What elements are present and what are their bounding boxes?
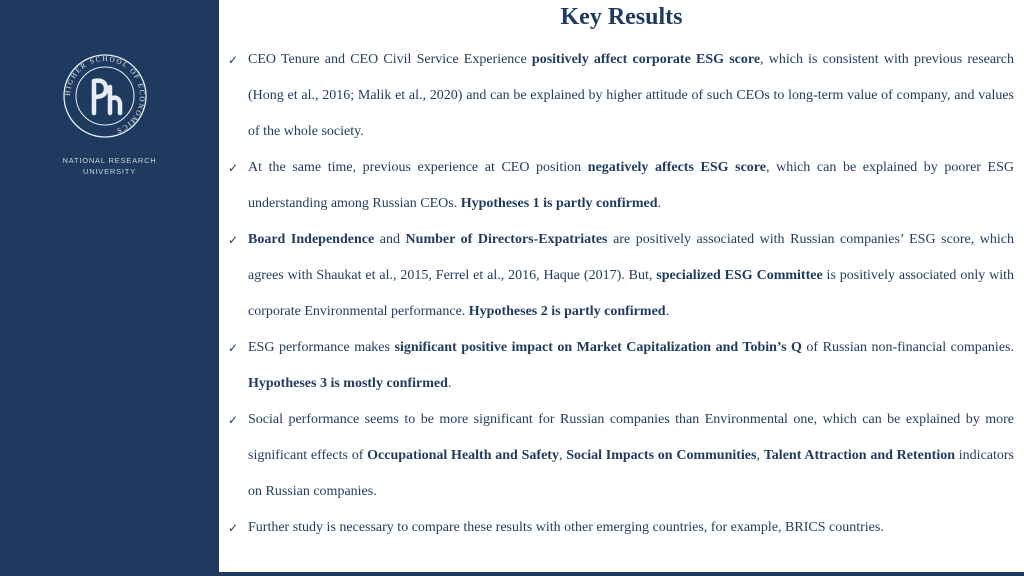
check-icon: ✓ [227, 53, 239, 67]
university-logo [62, 53, 148, 139]
check-icon: ✓ [227, 341, 239, 355]
body-text: . [665, 304, 670, 319]
emphasis-text: significant positive impact on Market Capitalization and Tobin’s Q [394, 340, 802, 355]
emphasis-text: Occupational Health and Safety [367, 448, 559, 463]
sidebar [0, 0, 219, 576]
check-icon: ✓ [227, 413, 239, 427]
result-bullet [222, 222, 1014, 330]
body-text: , [558, 448, 567, 463]
body-text: . [447, 376, 452, 391]
body-text: , which is consistent with previous research (Hong et al., 2016; Malik et al., 2020) and can be explained by higher attitude of such CEOs to long-term value of company, and values of the whole society. [248, 52, 1014, 139]
logo-ring-text: HIGHER SCHOOL OF ECONOMICS [63, 54, 147, 136]
emphasis-text: positively affect corporate ESG score [531, 52, 761, 67]
body-text: Further study is necessary to compare these results with other emerging countries, for example, BRICS countries. [248, 520, 884, 535]
body-text: CEO Tenure and CEO Civil Service Experience [248, 52, 532, 67]
check-icon: ✓ [227, 233, 239, 247]
bottom-divider [219, 572, 1024, 576]
body-text: ESG performance makes [248, 340, 395, 355]
body-text: indicators on Russian companies. [248, 448, 1014, 499]
organization-name [0, 155, 219, 177]
result-bullet [222, 510, 1014, 546]
body-text: , which can be explained by poorer ESG understanding among Russian CEOs. [248, 160, 1015, 211]
slide-title: Key Results [560, 4, 683, 30]
org-name-line2: UNIVERSITY [82, 167, 136, 176]
result-bullet [222, 150, 1014, 222]
body-text: Social performance seems to be more significant for Russian companies than Environmental one, which can be explained by more significant effects of [248, 412, 1014, 463]
emphasis-text: Hypotheses 1 is partly confirmed [460, 196, 658, 211]
emphasis-text: Board Independence [248, 232, 375, 247]
emphasis-text: Number of Directors-Expatriates [405, 232, 608, 247]
emphasis-text: Talent Attraction and Retention [763, 448, 956, 463]
body-text: of Russian non-financial companies. [801, 340, 1014, 355]
emphasis-text: Hypotheses 2 is partly confirmed [468, 304, 666, 319]
emphasis-text: Hypotheses 3 is mostly confirmed [248, 376, 448, 391]
key-results-list [222, 42, 1014, 546]
result-bullet [222, 42, 1014, 150]
body-text: . [657, 196, 661, 211]
org-name-line1: NATIONAL RESEARCH [62, 156, 157, 165]
emphasis-text: specialized ESG Committee [656, 268, 823, 283]
result-bullet [222, 402, 1014, 510]
body-text: , [756, 448, 764, 463]
body-text: and [374, 232, 406, 247]
logo-monogram-icon [94, 81, 120, 113]
check-icon: ✓ [227, 161, 239, 175]
body-text: is positively associated only with corporate Environmental performance. [248, 268, 1014, 319]
body-text: At the same time, previous experience at CEO position [248, 160, 588, 175]
emphasis-text: Social Impacts on Communities [566, 448, 757, 463]
result-bullet [222, 330, 1014, 402]
check-icon: ✓ [227, 521, 239, 535]
body-text: are positively associated with Russian companies’ ESG score, which agrees with Shaukat et al., 2015, Ferrel et al., 2016, Haque (2017). But, [248, 232, 1014, 283]
emphasis-text: negatively affects ESG score [587, 160, 766, 175]
